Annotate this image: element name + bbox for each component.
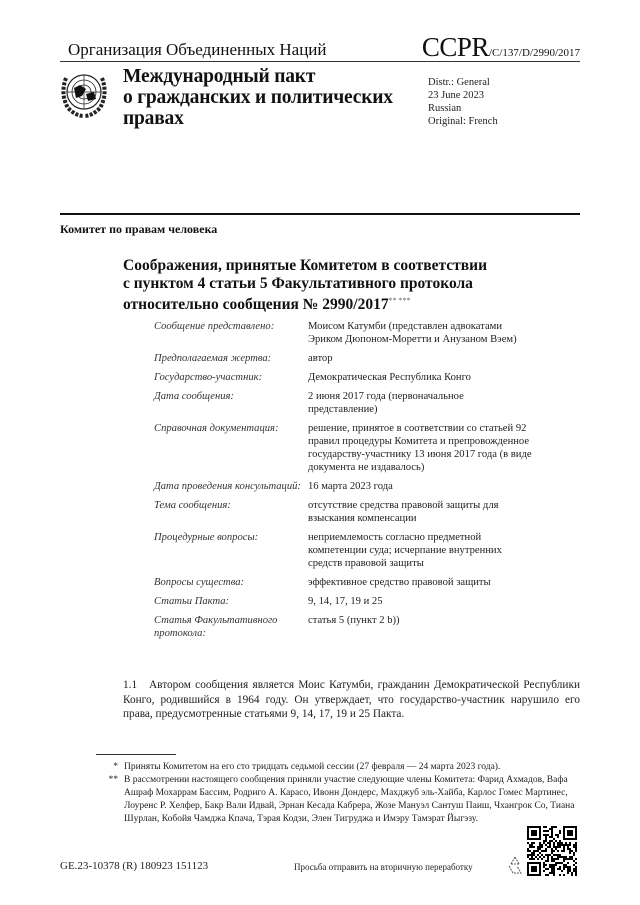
metadata-value: Демократическая Республика Конго: [308, 372, 471, 383]
metadata-value: Моисом Катумби (представлен адвокатами Эриком Дюпоном-Моретти и Анузаном Вэем): [308, 321, 517, 345]
metadata-value: 2 июня 2017 года (первоначальное представление): [308, 391, 464, 415]
paragraph-number: 1.1: [123, 679, 138, 691]
distribution-line: Distr.: General: [428, 77, 490, 88]
metadata-value: отсутствие средства правовой защиты для взыскания компенсации: [308, 500, 499, 524]
metadata-label: Справочная документация:: [154, 423, 279, 434]
document-symbol: [422, 32, 580, 63]
views-title-line: с пунктом 4 статьи 5 Факультативного протокола: [123, 274, 473, 292]
metadata-value: автор: [308, 353, 333, 364]
footnote-mark: *: [113, 762, 118, 772]
title-line: Международный пакт: [123, 66, 316, 87]
header-rule: [60, 61, 580, 62]
metadata-row: [154, 480, 554, 493]
metadata-value: неприемлемость согласно предметной компетенции суда; исчерпание внутренних средств правовой защиты: [308, 532, 502, 569]
footnote: [96, 774, 581, 826]
footnote-separator: [96, 754, 176, 755]
metadata-row: [154, 614, 554, 640]
title-line: правах: [123, 108, 184, 129]
organization-name: Организация Объединенных Наций: [68, 40, 327, 59]
metadata-row: [154, 371, 554, 384]
views-title-line: Соображения, принятые Комитетом в соответствии: [123, 257, 488, 274]
symbol-suffix: /C/137/D/2990/2017: [488, 47, 580, 59]
un-emblem-icon: [58, 66, 110, 120]
metadata-label: Статьи Пакта:: [154, 596, 230, 607]
metadata-row: [154, 422, 554, 474]
covenant-title: [123, 66, 393, 129]
footnote-text: Приняты Комитетом на его сто тридцать седьмой сессии (27 февраля — 24 марта 2023 года).: [124, 762, 501, 772]
metadata-label: Государство-участник:: [154, 372, 263, 383]
metadata-value: 16 марта 2023 года: [308, 481, 393, 492]
metadata-row: [154, 352, 554, 365]
metadata-value: статья 5 (пункт 2 b)): [308, 615, 400, 626]
footnote-text: В рассмотрении настоящего сообщения приняли участие следующие члены Комитета: Фарид Ахмадов, Вафа Ашраф Мохаррам Бассим, Родриго А. Карасо, Ивонн Дондерс, Махджуб эль-Хайба, Карлос Гомес Мартинес, Лоуренс Р. Хелфер, Бакр Вали Идвай, Эрнан Кесада Кабрера, Жозе Мануэл Сантуш Паиш, Чхангрок Со, Тиана Шурлан, Кобойя Чамджа Кпача, Тэрая Кодзи, Элен Тигруджа и Имэру Тамэрат Йыгэзу.: [124, 775, 575, 824]
footnotes: [96, 761, 581, 826]
title-line: о гражданских и политических: [123, 87, 393, 108]
metadata-label: Предполагаемая жертва:: [154, 353, 272, 364]
metadata-row: [154, 390, 554, 416]
metadata-label: Вопросы существа:: [154, 577, 245, 588]
distribution-info: [428, 76, 498, 128]
metadata-row: [154, 320, 554, 346]
metadata-row: [154, 576, 554, 589]
footnote-marks: ** ***: [388, 296, 411, 305]
views-title-line: [123, 292, 487, 314]
distribution-line: 23 June 2023: [428, 90, 484, 101]
metadata-row: [154, 531, 554, 570]
views-title-text: относительно сообщения № 2990/2017: [123, 296, 389, 313]
symbol-main: CCPR: [421, 32, 489, 62]
metadata-label: Дата сообщения:: [154, 391, 234, 402]
metadata-label: Статья Факультативного протокола:: [154, 615, 278, 639]
distribution-line: Original: French: [428, 116, 498, 127]
footnote: [96, 761, 581, 774]
metadata-value: 9, 14, 17, 19 и 25: [308, 596, 383, 607]
metadata-label: Тема сообщения:: [154, 500, 231, 511]
paragraph-text: Автором сообщения является Моис Катумби, гражданин Демократической Республики Конго, родившийся в 1964 году. Он утверждает, что государство-участник нарушило его права, предусмотренные статьями 9, 14, 17, 19 и 25 Пакта.: [123, 679, 580, 720]
metadata-row: [154, 499, 554, 525]
committee-name: Комитет по правам человека: [60, 222, 218, 236]
metadata-table: [154, 320, 554, 646]
section-rule: [60, 213, 580, 215]
footnote-mark: **: [108, 775, 118, 785]
metadata-value: решение, принятое в соответствии со статьей 92 правил процедуры Комитета и препровожденное государству-участнику 13 июня 2017 года (в виде документа не издавалось): [308, 423, 532, 473]
metadata-row: [154, 595, 554, 608]
recycle-notice: Просьба отправить на вторичную переработку: [294, 862, 473, 872]
metadata-label: Дата проведения консультаций:: [154, 481, 301, 492]
paragraph: [123, 678, 580, 722]
views-title: [123, 257, 487, 314]
document-number: GE.23-10378 (R) 180923 151123: [60, 860, 209, 872]
distribution-line: Russian: [428, 103, 462, 114]
metadata-label: Процедурные вопросы:: [154, 532, 259, 543]
metadata-value: эффективное средство правовой защиты: [308, 577, 491, 588]
recycle-icon: [505, 855, 525, 875]
qr-code-icon: [527, 826, 577, 876]
metadata-label: Сообщение представлено:: [154, 321, 275, 332]
